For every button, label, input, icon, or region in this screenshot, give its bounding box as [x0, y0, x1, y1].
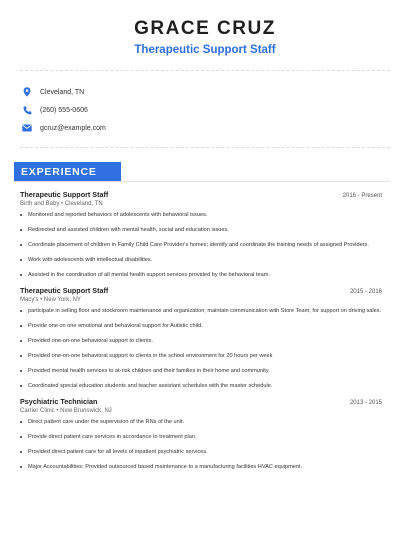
contact-list: [0, 71, 410, 137]
list-item: Provided one-on-one behavioral support to clients in the school environment for 20 hours per week: [20, 352, 382, 360]
list-item: Provide one on one emotional and behavioral support for Autistic child.: [20, 322, 382, 330]
job-company-location: Macy's • New York, NY: [20, 297, 81, 303]
job-entry: [20, 397, 382, 471]
job-title: Psychiatric Technician: [20, 397, 98, 406]
list-item: Major Accountabilities: Provided outsourced based maintenance to a manufacturing facilities HVAC equipment.: [20, 463, 382, 471]
section-underline: [14, 181, 390, 182]
job-company-location: Birth and Baby • Cleveland, TN: [20, 201, 103, 207]
location-text: Cleveland, TN: [40, 88, 85, 96]
location-pin-icon: [22, 87, 32, 97]
job-dates: 2016 - Present: [342, 193, 382, 199]
section-heading-experience: EXPERIENCE: [14, 162, 121, 181]
job-header: [20, 397, 382, 406]
list-item: Redirected and assisted children with mental health, social and education issues.: [20, 226, 382, 234]
list-item: participate in selling floor and stockroom maintenance and organization; maintain communication with Store Team, for support on driving sales.: [20, 307, 382, 315]
job-dates: 2013 - 2015: [349, 400, 382, 406]
experience-list: [0, 190, 410, 471]
candidate-name: GRACE CRUZ: [134, 18, 276, 39]
list-item: Coordinate placement of children in Family Child Care Provider's homes; identify and coordinate the training needs of assigned Providers.: [20, 241, 382, 249]
job-entry: [20, 286, 382, 390]
resume-page: [0, 18, 410, 471]
list-item: Assisted in the coordination of all mental health support services provided by the behavioral team.: [20, 271, 382, 279]
contact-email: [22, 119, 410, 137]
divider: [20, 147, 390, 148]
job-dates: 2015 - 2016: [349, 289, 382, 295]
list-item: Provided one-on-one behavioral support to clients.: [20, 337, 382, 345]
job-header: [20, 286, 382, 295]
job-bullets: [20, 307, 382, 390]
job-title: Therapeutic Support Staff: [20, 190, 109, 199]
contact-location: [22, 83, 410, 101]
job-title: Therapeutic Support Staff: [20, 286, 109, 295]
job-bullets: [20, 418, 382, 471]
job-bullets: [20, 211, 382, 279]
list-item: Provide direct patient care services in accordance to treatment plan.: [20, 433, 382, 441]
email-icon: [22, 123, 32, 133]
list-item: Work with adolescents with intellectual disabilities.: [20, 256, 382, 264]
phone-text: (260) 555-0606: [40, 106, 88, 114]
job-header: [20, 190, 382, 199]
list-item: Provided mental health services to at-risk children and their families in their home and community.: [20, 367, 382, 375]
phone-icon: [22, 105, 32, 115]
list-item: Direct patient care under the supervision of the RNs of the unit.: [20, 418, 382, 426]
contact-phone: [22, 101, 410, 119]
job-entry: [20, 190, 382, 279]
list-item: Provided direct patient care for all levels of inpatient psychiatric services.: [20, 448, 382, 456]
list-item: Coordinated special education students and teacher assistant schedules with the master schedule.: [20, 382, 382, 390]
candidate-title: Therapeutic Support Staff: [134, 44, 276, 56]
list-item: Monitored and reported behaviors of adolescents with behavioral issues.: [20, 211, 382, 219]
email-text: gcruz@example.com: [40, 124, 106, 132]
job-company-location: Carrier Clinic • New Brunswick, NJ: [20, 408, 112, 414]
